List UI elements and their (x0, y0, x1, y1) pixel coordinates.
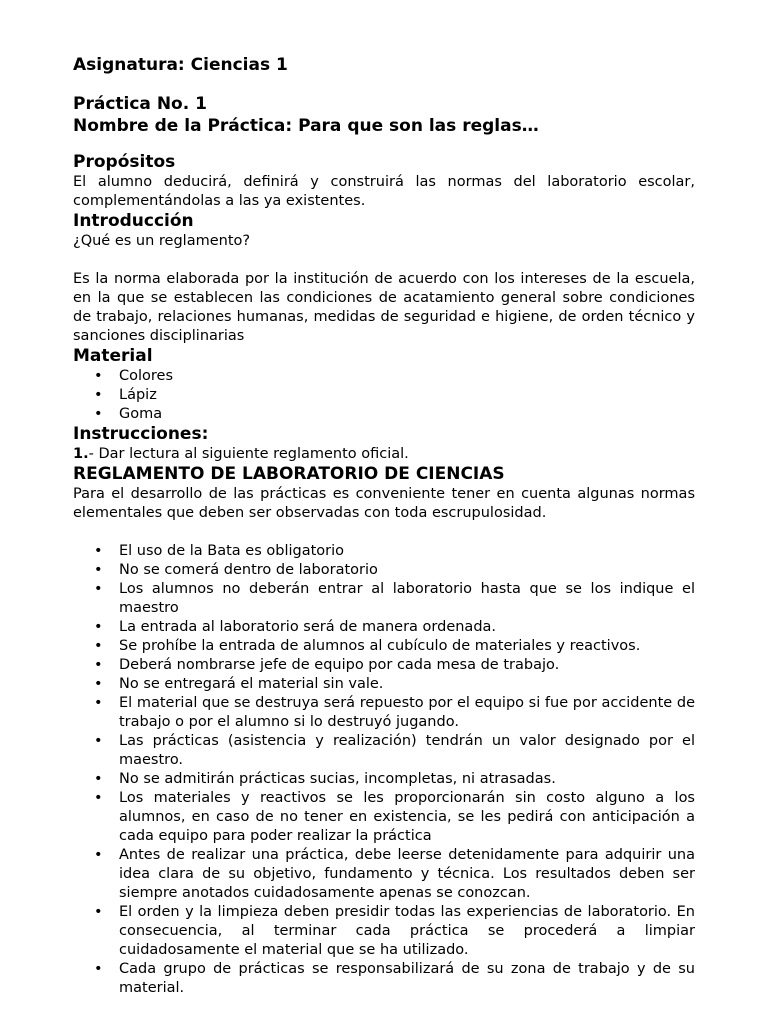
introduccion-heading: Introducción (73, 211, 194, 231)
asignatura-heading: Asignatura: Ciencias 1 (73, 55, 288, 75)
rule-item: • Antes de realizar una práctica, debe leerse detenidamente para adquirir una idea clara de su objetivo, fundamento y técnica. Los resultados deben ser siempre anotados cuidadosamente apenas se conozcan. (119, 846, 695, 903)
introduccion-question: ¿Qué es un reglamento? (73, 233, 251, 249)
rule-item: • Se prohíbe la entrada de alumnos al cubículo de materiales y reactivos. (119, 637, 695, 656)
rule-item: • La entrada al laboratorio será de manera ordenada. (119, 618, 695, 637)
instrucciones-heading: Instrucciones: (73, 424, 209, 444)
document-content (73, 54, 695, 998)
list-item: • Lápiz (119, 386, 695, 405)
rule-item: • El uso de la Bata es obligatorio (119, 542, 695, 561)
list-item: • Goma (119, 405, 695, 424)
reglamento-intro: Para el desarrollo de las prácticas es conveniente tener en cuenta algunas normas elementales que deben ser observadas con toda escrupulosidad. (73, 486, 695, 521)
practica-number-heading: Práctica No. 1 (73, 94, 207, 114)
rule-item: • No se entregará el material sin vale. (119, 675, 695, 694)
rule-item: • No se comerá dentro de laboratorio (119, 561, 695, 580)
instruction-step (73, 445, 695, 464)
material-heading: Material (73, 346, 153, 366)
rule-item: • Los materiales y reactivos se les proporcionarán sin costo alguno a los alumnos, en caso de no tener en existencia, se les pedirá con anticipación a cada equipo para poder realizar la práctica (119, 789, 695, 846)
rule-item: • Los alumnos no deberán entrar al laboratorio hasta que se los indique el maestro (119, 580, 695, 618)
rule-item: • Deberá nombrarse jefe de equipo por cada mesa de trabajo. (119, 656, 695, 675)
step-number: 1. (73, 446, 89, 462)
propositos-text: El alumno deducirá, definirá y construirá las normas del laboratorio escolar, complementándolas a las ya existentes. (73, 174, 695, 209)
list-item: • Colores (119, 367, 695, 386)
rule-item: • No se admitirán prácticas sucias, incompletas, ni atrasadas. (119, 770, 695, 789)
practica-name-heading: Nombre de la Práctica: Para que son las reglas… (73, 116, 539, 136)
rule-item: • El orden y la limpieza deben presidir todas las experiencias de laboratorio. En consecuencia, al terminar cada práctica se procederá a limpiar cuidadosamente el material que se ha utilizado. (119, 903, 695, 960)
introduccion-text: Es la norma elaborada por la institución de acuerdo con los intereses de la escuela, en la que se establecen las condiciones de acatamiento general sobre condiciones de trabajo, relaciones humanas, medidas de seguridad e higiene, de orden técnico y sanciones disciplinarias (73, 271, 695, 344)
rule-item: • El material que se destruya será repuesto por el equipo si fue por accidente de trabajo o por el alumno si lo destruyó jugando. (119, 694, 695, 732)
rule-item: • Las prácticas (asistencia y realización) tendrán un valor designado por el maestro. (119, 732, 695, 770)
reglamento-heading: REGLAMENTO DE LABORATORIO DE CIENCIAS (73, 464, 505, 484)
rule-item: • Cada grupo de prácticas se responsabilizará de su zona de trabajo y de su material. (119, 960, 695, 998)
material-list (73, 367, 695, 424)
propositos-heading: Propósitos (73, 152, 176, 172)
rules-list (73, 542, 695, 998)
step-text: - Dar lectura al siguiente reglamento oficial. (88, 446, 409, 462)
